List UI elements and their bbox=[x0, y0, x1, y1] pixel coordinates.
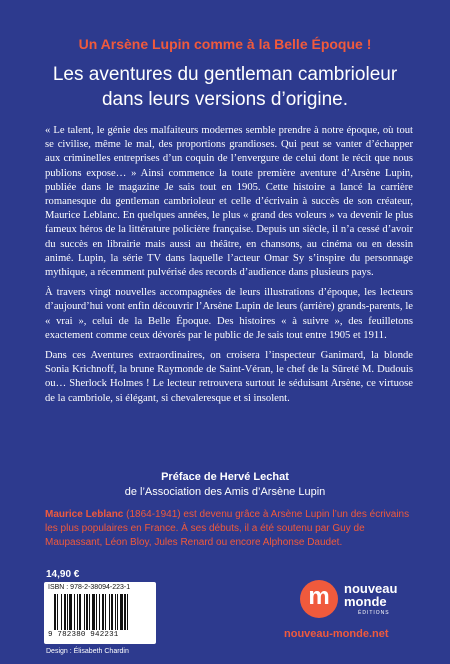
barcode-bar bbox=[124, 594, 126, 630]
barcode-bar bbox=[61, 594, 62, 630]
barcode-bar bbox=[99, 594, 100, 630]
barcode-bar bbox=[92, 594, 95, 630]
barcode-bar bbox=[115, 594, 116, 630]
barcode-bar bbox=[102, 594, 104, 630]
barcode-bar bbox=[79, 594, 81, 630]
blurb-paragraph-1: « Le talent, le génie des malfaiteurs modernes semble prendre à notre époque, où tout se civilise, même le mal, des proportions grandioses. Qui peut se vanter d’échapper aux criminelles entreprises d’un coquin de l’envergure de celui dont le récit que nous publions expose… » Ainsi commence la toute première aventure d’Arsène Lupin, publiée dans le magazine Je sais tout en 1905. Cette histoire a lancé la carrière romanesque du gentleman cambrioleur et celle d’écrivain à succès de son créateur, Maurice Leblanc. En quelques années, le plus « grand des voleurs » va devenir le plus fameux héros de la littérature policière française. Depuis un siècle, il n’a cessé d’avoir du succès en librairie mais aussi au théâtre, en chansons, au cinéma ou en dessin animé. Lupin, la série TV dans laquelle l’acteur Omar Sy s’inspire du personnage mythique, a récemment pulvérisé des records d’audience dans plusieurs pays. bbox=[45, 125, 413, 279]
barcode-bar bbox=[86, 594, 88, 630]
barcode-bar bbox=[54, 594, 56, 630]
barcode-bars bbox=[54, 594, 150, 630]
barcode-bar bbox=[84, 594, 85, 630]
logo-line-2: monde bbox=[344, 594, 387, 609]
logo-line-1: nouveau bbox=[344, 581, 398, 596]
preface-credit bbox=[0, 470, 450, 500]
logo-mark: m bbox=[300, 580, 338, 618]
author-bio-text: (1864-1941) est devenu grâce à Arsène Lupin l’un des écrivains les plus populaires en France. À ses débuts, il a été soutenu par Guy de Maupassant, Léon Bloy, Jules Renard ou encore Alphonse Daudet. bbox=[45, 509, 410, 548]
publisher-logo bbox=[300, 580, 420, 620]
isbn: ISBN : 978-2-38094-223-1 bbox=[48, 584, 131, 591]
barcode-bar bbox=[67, 594, 68, 630]
barcode-bar bbox=[109, 594, 110, 630]
barcode-bar bbox=[74, 594, 75, 630]
logo-wordmark bbox=[344, 582, 397, 608]
headline: Les aventures du gentleman cambrioleur dans leurs versions d’origine. bbox=[52, 64, 398, 110]
barcode-bar bbox=[117, 594, 118, 630]
blurb-paragraph-3: Dans ces Aventures extraordinaires, on croisera l’inspecteur Ganimard, la blonde Sonia Krichnoff, la brune Raymonde de Saint-Véran, le chef de la Sûreté M. Dudouis ou… Sherlock Holmes ! Le lecteur retrouvera surtout le séduisant Arsène, ce virtuose de la cambriole, si élégant, si chevaleresque et si insolent. bbox=[45, 350, 413, 404]
design-credit: Design : Élisabeth Chardin bbox=[46, 648, 129, 655]
barcode-bar bbox=[111, 594, 113, 630]
tagline-banner: Un Arsène Lupin comme à la Belle Époque ! bbox=[78, 36, 372, 52]
blurb-paragraph-2: À travers vingt nouvelles accompagnées de leurs illustrations d’époque, les lecteurs d’aujourd’hui vont enfin découvrir l’Arsène Lupin de leurs (arrière) grands-parents, le « vrai », celui de la Belle Époque. Des histoires « à suivre », des feuilletons exactement comme ceux dévorés par le public de Je sais tout entre 1905 et 1911. bbox=[45, 287, 413, 341]
barcode bbox=[44, 582, 156, 644]
barcode-bar bbox=[69, 594, 72, 630]
author-bio bbox=[45, 508, 415, 550]
barcode-bar bbox=[105, 594, 106, 630]
barcode-bar bbox=[57, 594, 58, 630]
publisher-website[interactable]: nouveau-monde.net bbox=[284, 628, 389, 640]
preface-subtitle: de l’Association des Amis d’Arsène Lupin bbox=[124, 486, 326, 498]
barcode-digits: 9 782380 942231 bbox=[48, 631, 119, 639]
barcode-bar bbox=[96, 594, 97, 630]
logo-subtitle: ÉDITIONS bbox=[358, 610, 390, 616]
barcode-bar bbox=[127, 594, 128, 630]
blurb-text bbox=[45, 124, 413, 412]
preface-title: Préface de Hervé Lechat bbox=[161, 471, 289, 483]
barcode-bar bbox=[120, 594, 123, 630]
author-name: Maurice Leblanc bbox=[45, 509, 124, 520]
barcode-bar bbox=[89, 594, 90, 630]
barcode-bar bbox=[77, 594, 78, 630]
barcode-bar bbox=[64, 594, 66, 630]
price: 14,90 € bbox=[46, 569, 80, 580]
